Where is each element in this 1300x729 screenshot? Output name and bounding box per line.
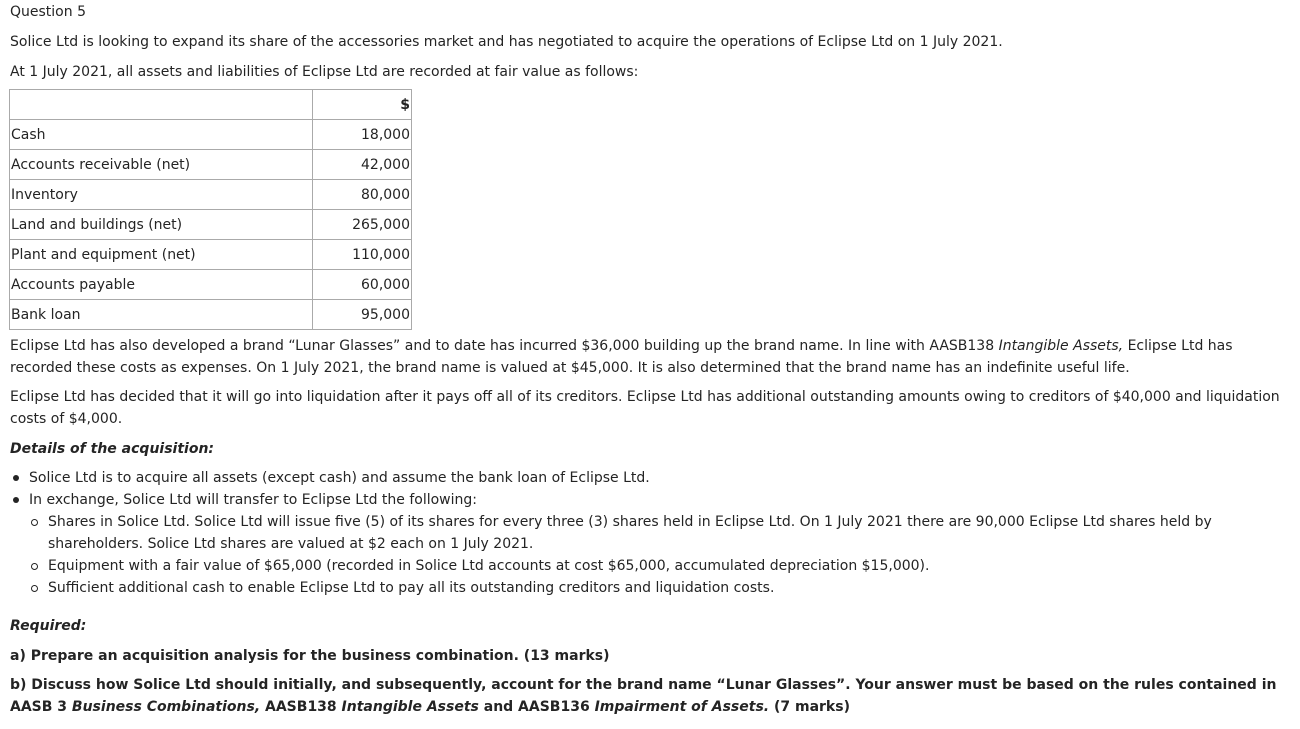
table-row xyxy=(10,150,412,180)
row-value: 42,000 xyxy=(313,150,412,180)
table-header-currency: $ xyxy=(313,90,412,120)
table-row xyxy=(10,210,412,240)
fair-value-table xyxy=(9,89,412,330)
question-b xyxy=(10,674,1290,718)
row-value: 18,000 xyxy=(313,120,412,150)
question-b-standard-2: Intangible Assets xyxy=(341,699,479,715)
table-row xyxy=(10,120,412,150)
table-header-label xyxy=(10,90,313,120)
list-item: Equipment with a fair value of $65,000 (recorded in Solice Ltd accounts at cost $65,000, accumulated depreciation $15,000). xyxy=(29,555,1290,577)
list-item: Sufficient additional cash to enable Eclipse Ltd to pay all its outstanding creditors and liquidation costs. xyxy=(29,577,1290,599)
question-b-text-4: (7 marks) xyxy=(769,699,850,715)
row-value: 110,000 xyxy=(313,240,412,270)
list-item xyxy=(10,489,1290,599)
table-row xyxy=(10,270,412,300)
question-a: a) Prepare an acquisition analysis for the business combination. (13 marks) xyxy=(10,648,610,664)
details-list xyxy=(10,467,1290,599)
row-label: Inventory xyxy=(10,180,313,210)
list-item xyxy=(10,467,1290,489)
row-value: 95,000 xyxy=(313,300,412,330)
table-row xyxy=(10,300,412,330)
question-b-text-1: b) Discuss how Solice Ltd should initially, and subsequently, account for the brand name “Lunar Glasses”. Your answer must be based on the rules contained in AASB 3 xyxy=(10,677,1277,715)
list-item: Shares in Solice Ltd. Solice Ltd will issue five (5) of its shares for every three (3) shares held in Eclipse Ltd. On 1 July 2021 there are 90,000 Eclipse Ltd shares held by shareholders. Solice Ltd shares are valued at $2 each on 1 July 2021. xyxy=(29,511,1290,555)
row-label: Cash xyxy=(10,120,313,150)
brand-text-2: Eclipse Ltd has recorded these costs as expenses. On 1 July 2021, the brand name is valued at $45,000. It is also determined that the brand name has an indefinite useful life. xyxy=(10,338,1233,376)
table-row xyxy=(10,180,412,210)
row-value: 60,000 xyxy=(313,270,412,300)
details-bullet-2: In exchange, Solice Ltd will transfer to Eclipse Ltd the following: xyxy=(29,492,477,508)
row-label: Land and buildings (net) xyxy=(10,210,313,240)
question-title: Question 5 xyxy=(10,4,86,20)
row-value: 80,000 xyxy=(313,180,412,210)
question-b-standard-1: Business Combinations, xyxy=(71,699,261,715)
row-label: Plant and equipment (net) xyxy=(10,240,313,270)
details-heading: Details of the acquisition: xyxy=(10,441,215,457)
question-b-standard-3: Impairment of Assets. xyxy=(594,699,770,715)
consideration-list xyxy=(29,511,1290,599)
table-header-row xyxy=(10,90,412,120)
fair-value-intro: At 1 July 2021, all assets and liabilities of Eclipse Ltd are recorded at fair value as follows: xyxy=(10,64,639,80)
question-b-text-2: AASB138 xyxy=(260,699,342,715)
row-label: Bank loan xyxy=(10,300,313,330)
row-label: Accounts receivable (net) xyxy=(10,150,313,180)
details-bullet-1: Solice Ltd is to acquire all assets (except cash) and assume the bank loan of Eclipse Ltd. xyxy=(29,470,650,486)
brand-text-1: Eclipse Ltd has also developed a brand “Lunar Glasses” and to date has incurred $36,000 building up the brand name. In line with AASB138 xyxy=(10,338,999,354)
row-label: Accounts payable xyxy=(10,270,313,300)
table-row xyxy=(10,240,412,270)
intro-paragraph: Solice Ltd is looking to expand its share of the accessories market and has negotiated to acquire the operations of Eclipse Ltd on 1 July 2021. xyxy=(10,34,1003,50)
required-heading: Required: xyxy=(10,618,87,634)
brand-standard-title: Intangible Assets, xyxy=(998,338,1124,354)
row-value: 265,000 xyxy=(313,210,412,240)
brand-paragraph xyxy=(10,335,1290,379)
liquidation-paragraph: Eclipse Ltd has decided that it will go into liquidation after it pays off all of its creditors. Eclipse Ltd has additional outstanding amounts owing to creditors of $40,000 and liquidation costs of $4,000. xyxy=(10,389,1280,427)
question-b-text-3: and AASB136 xyxy=(478,699,595,715)
